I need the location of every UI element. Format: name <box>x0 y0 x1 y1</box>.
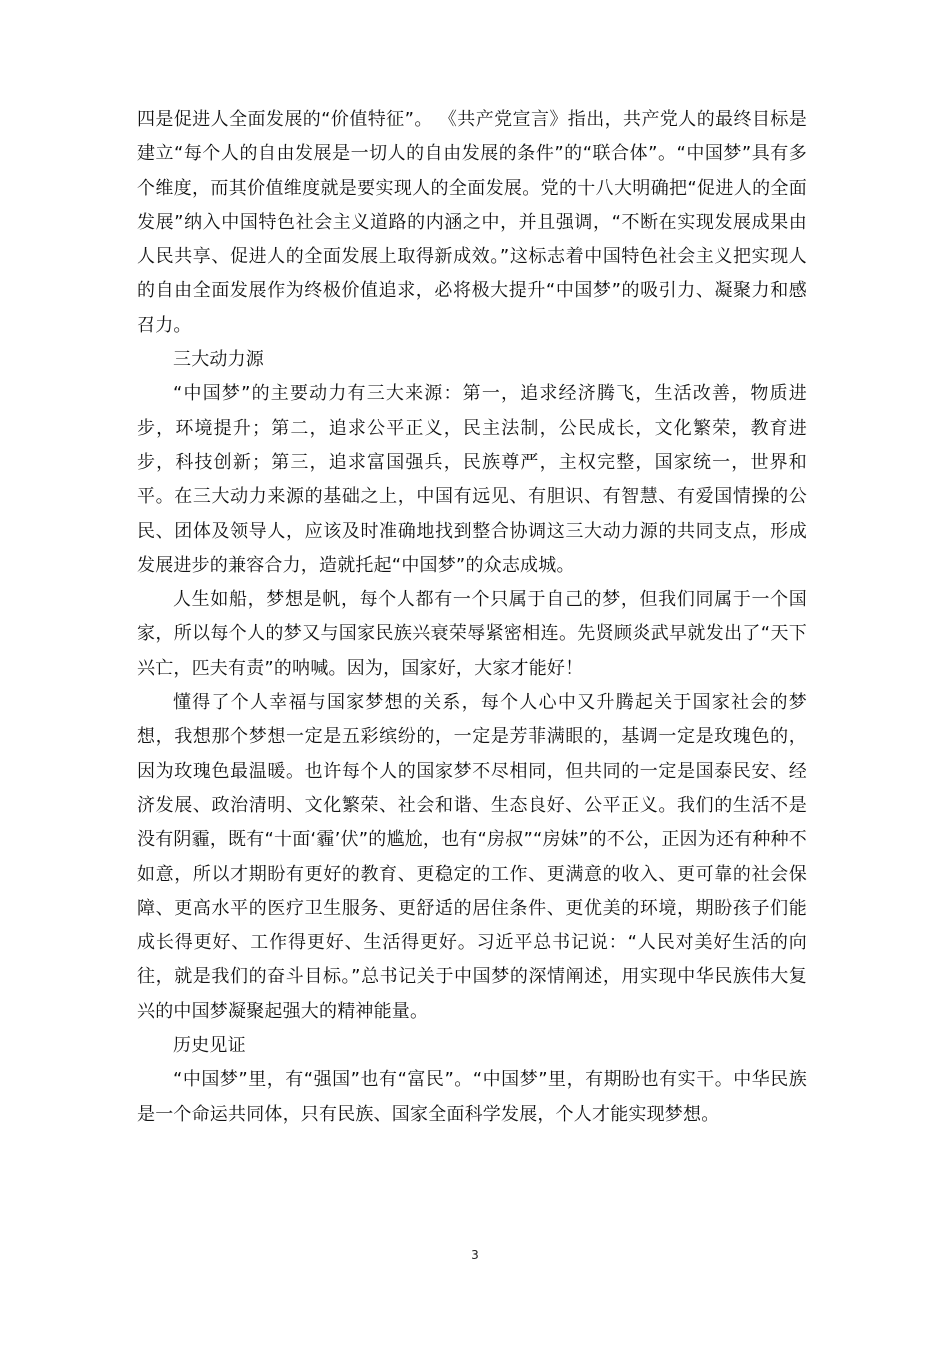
page-number: 3 <box>471 1248 479 1262</box>
body-text <box>137 103 807 1132</box>
paragraph-three-sources: “中国梦”的主要动力有三大来源：第一，追求经济腾飞，生活改善，物质进步，环境提升；第二，追求公平正义，民主法制，公民成长，文化繁荣，教育进步，科技创新；第三，追求富国强兵，民族尊严，主权完整，国家统一，世界和平。在三大动力来源的基础之上，中国有远见、有胆识、有智慧、有爱国情操的公民、团体及领导人，应该及时准确地找到整合协调这三大动力源的共同支点，形成发展进步的兼容合力，造就托起“中国梦”的众志成城。 <box>137 383 807 576</box>
section-heading-history: 历史见证 <box>173 1035 246 1057</box>
section-heading-three-sources: 三大动力源 <box>173 349 264 371</box>
paragraph-personal-happiness: 懂得了个人幸福与国家梦想的关系，每个人心中又升腾起关于国家社会的梦想，我想那个梦想一定是五彩缤纷的，一定是芳菲满眼的，基调一定是玫瑰色的，因为玫瑰色最温暖。也许每个人的国家梦不尽相同，但共同的一定是国泰民安、经济发展、政治清明、文化繁荣、社会和谐、生态良好、公平正义。我们的生活不是没有阴霾，既有“十面‘霾’伏”的尴尬，也有“房叔”“房妹”的不公，正因为还有种种不如意，所以才期盼有更好的教育、更稳定的工作、更满意的收入、更可靠的社会保障、更高水平的医疗卫生服务、更舒适的居住条件、更优美的环境，期盼孩子们能成长得更好、工作得更好、生活得更好。习近平总书记说：“人民对美好生活的向往，就是我们的奋斗目标。”总书记关于中国梦的深情阐述，用实现中华民族伟大复兴的中国梦凝聚起强大的精神能量。 <box>137 692 807 1022</box>
paragraph-life-like-ship: 人生如船，梦想是帆，每个人都有一个只属于自己的梦，但我们同属于一个国家，所以每个人的梦又与国家民族兴衰荣辱紧密相连。先贤顾炎武早就发出了“天下兴亡，匹夫有责”的呐喊。因为，国家好，大家才能好！ <box>137 589 807 679</box>
paragraph-strong-nation: “中国梦”里，有“强国”也有“富民”。“中国梦”里，有期盼也有实干。中华民族是一个命运共同体，只有民族、国家全面科学发展，个人才能实现梦想。 <box>137 1069 807 1125</box>
paragraph-value-feature: 四是促进人全面发展的“价值特征”。 《共产党宣言》指出，共产党人的最终目标是建立“每个人的自由发展是一切人的自由发展的条件”的“联合体”。“中国梦”具有多个维度，而其价值维度就是要实现人的全面发展。党的十八大明确把“促进人的全面发展”纳入中国特色社会主义道路的内涵之中，并且强调，“不断在实现发展成果由人民共享、促进人的全面发展上取得新成效。”这标志着中国特色社会主义把实现人的自由全面发展作为终极价值追求，必将极大提升“中国梦”的吸引力、凝聚力和感召力。 <box>137 109 807 336</box>
